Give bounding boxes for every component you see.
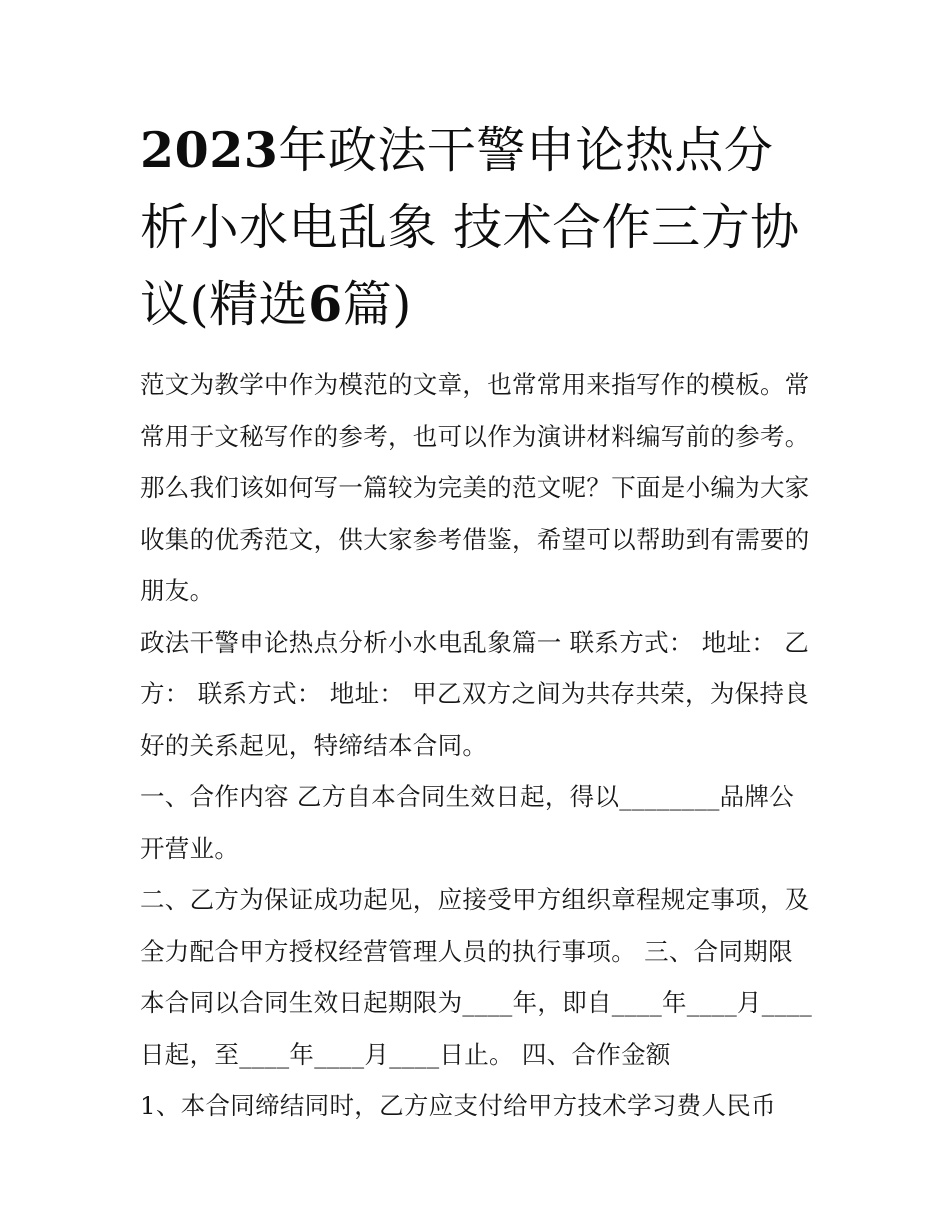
title-year: 2023 xyxy=(140,121,279,179)
clause-payment: 1、本合同缔结同时，乙方应支付给甲方技术学习费人民币 xyxy=(140,1091,776,1120)
document-body xyxy=(140,359,812,1132)
title-count: 6 xyxy=(308,275,343,333)
title-text: 年政法干警申论热点分析小水电乱象 技术合作三方协议(精选 xyxy=(140,122,800,333)
intro-paragraph: 范文为教学中作为模范的文章，也常常用来指写作的模板。常常用于文秘写作的参考，也可以作为演讲材料编写前的参考。那么我们该如何写一篇较为完美的范文呢？下面是小编为大家收集的优秀范文，供大家参考借鉴，希望可以帮助到有需要的朋友。 xyxy=(140,370,810,605)
document-title xyxy=(140,112,812,343)
clause-obligations-term: 二、乙方为保证成功起见，应接受甲方组织章程规定事项，及全力配合甲方授权经营管理人员的执行事项。 三、合同期限 本合同以合同生效日起期限为____年，即自____年____月____日起，至____年____月____日止。 四、合作金额 xyxy=(140,885,812,1069)
section-one-header-paragraph: 政法干警申论热点分析小水电乱象篇一 联系方式： 地址： 乙方： 联系方式： 地址： 甲乙双方之间为共存共荣，为保持良好的关系起见，特缔结本合同。 xyxy=(140,627,810,760)
document-page xyxy=(140,112,812,1132)
title-suffix: 篇) xyxy=(342,276,412,333)
clause-cooperation-content: 一、合作内容 乙方自本合同生效日起，得以________品牌公开营业。 xyxy=(140,782,795,863)
